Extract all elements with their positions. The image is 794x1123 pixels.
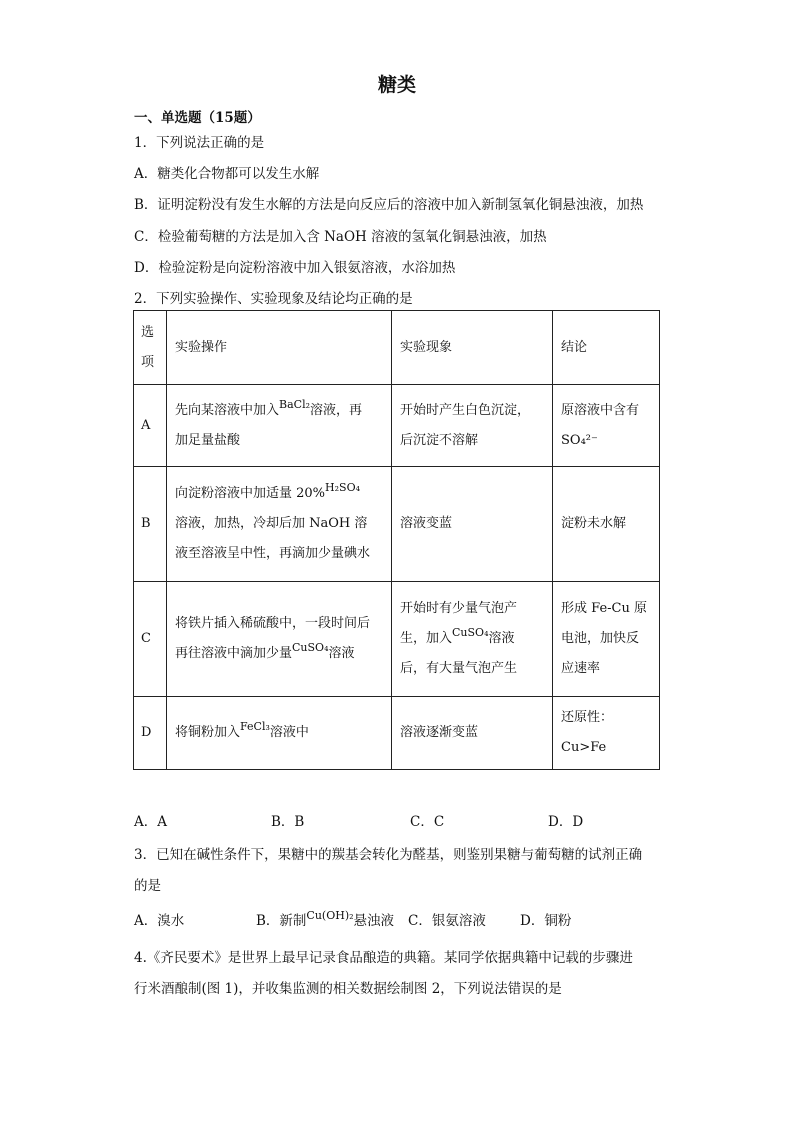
experiment-table bbox=[133, 310, 660, 770]
header-conclusion: 结论 bbox=[553, 311, 660, 385]
q1-option-c: C．检验葡萄糖的方法是加入含 NaOH 溶液的氢氧化铜悬浊液，加热 bbox=[134, 229, 547, 245]
operation-line bbox=[175, 639, 383, 669]
q3-option-d: D．铜粉 bbox=[520, 913, 572, 929]
chem-formula: CuSO₄ bbox=[292, 641, 329, 654]
phenomenon-line: 后，有大量气泡产生 bbox=[400, 661, 518, 676]
section-heading: 一、单选题（15题） bbox=[134, 110, 261, 126]
header-option bbox=[134, 311, 167, 385]
table-row bbox=[134, 697, 660, 770]
operation-text: 溶液中 bbox=[269, 725, 309, 740]
chem-formula: CuSO₄ bbox=[452, 626, 489, 639]
q2-stem: 2．下列实验操作、实验现象及结论均正确的是 bbox=[134, 291, 413, 307]
operation-text: 再往溶液中滴加少量 bbox=[175, 646, 293, 661]
header-option-line1: 选 bbox=[141, 324, 155, 340]
operation-text: 溶液，再 bbox=[310, 402, 363, 418]
q2-answer-d: D．D bbox=[548, 814, 584, 830]
header-phenomenon: 实验现象 bbox=[392, 311, 553, 385]
q1-option-d: D．检验淀粉是向淀粉溶液中加入银氨溶液，水浴加热 bbox=[134, 260, 456, 276]
q1-option-b: B．证明淀粉没有发生水解的方法是向反应后的溶液中加入新制氢氧化铜悬浊液，加热 bbox=[134, 197, 644, 213]
q3-stem-line2: 的是 bbox=[134, 878, 161, 894]
row-option: A bbox=[134, 385, 167, 467]
row-option: B bbox=[134, 467, 167, 582]
q3-option-b-text: 悬浊液 bbox=[353, 913, 395, 929]
operation-text: 将铜粉加入 bbox=[175, 725, 241, 740]
conclusion-line: 应速率 bbox=[561, 661, 601, 676]
row-operation bbox=[167, 467, 392, 582]
q2-answer-b: B．B bbox=[271, 814, 305, 830]
operation-text: 溶液 bbox=[328, 646, 355, 661]
chem-formula: H₂SO₄ bbox=[325, 481, 360, 494]
header-option-line2: 项 bbox=[141, 354, 155, 370]
row-phenomenon: 溶液变蓝 bbox=[392, 467, 553, 582]
q3-option-c: C．银氨溶液 bbox=[408, 913, 486, 929]
operation-line: 溶液，加热，冷却后加 NaOH 溶 bbox=[175, 516, 368, 531]
row-operation bbox=[167, 582, 392, 697]
conclusion-line: Cu>Fe bbox=[561, 740, 607, 755]
q1-stem: 1．下列说法正确的是 bbox=[134, 135, 265, 151]
q3-options bbox=[134, 909, 660, 929]
q4-stem-line2: 行米酒酿制(图 1)，并收集监测的相关数据绘制图 2，下列说法错误的是 bbox=[134, 981, 562, 997]
q2-answer-a: A．A bbox=[134, 814, 167, 830]
q3-option-a: A．溴水 bbox=[134, 913, 185, 929]
conclusion-line: 电池，加快反 bbox=[561, 631, 640, 646]
row-conclusion bbox=[553, 385, 660, 467]
chem-formula: BaCl₂ bbox=[279, 397, 311, 411]
q3-stem-line1: 3．已知在碱性条件下，果糖中的羰基会转化为醛基，则鉴别果糖与葡萄糖的试剂正确 bbox=[134, 847, 643, 863]
q2-answer-c: C．C bbox=[410, 814, 445, 830]
phenomenon-text: 溶液 bbox=[488, 631, 515, 646]
operation-text: 向淀粉溶液中加适量 20% bbox=[175, 486, 326, 501]
phenomenon-line: 后沉淀不溶解 bbox=[400, 432, 479, 448]
table-header-row bbox=[134, 311, 660, 385]
operation-line bbox=[175, 396, 383, 426]
q3-option-b-text: B．新制 bbox=[256, 913, 307, 929]
row-phenomenon: 溶液逐渐变蓝 bbox=[392, 697, 553, 770]
conclusion-line: SO₄²⁻ bbox=[561, 432, 598, 448]
table-row bbox=[134, 467, 660, 582]
row-phenomenon bbox=[392, 385, 553, 467]
table-row bbox=[134, 582, 660, 697]
row-operation bbox=[167, 385, 392, 467]
phenomenon-line: 开始时有少量气泡产 bbox=[400, 601, 518, 616]
row-option: C bbox=[134, 582, 167, 697]
operation-line: 将铁片插入稀硫酸中，一段时间后 bbox=[175, 616, 371, 631]
page-title: 糖类 bbox=[377, 74, 416, 96]
conclusion-line: 还原性： bbox=[561, 710, 614, 725]
q1-option-a: A．糖类化合物都可以发生水解 bbox=[134, 166, 320, 182]
phenomenon-text: 生，加入 bbox=[400, 631, 453, 646]
chem-formula: FeCl₃ bbox=[240, 720, 270, 733]
row-conclusion bbox=[553, 697, 660, 770]
q3-option-b bbox=[256, 909, 394, 929]
q4-stem-line1: 4.《齐民要术》是世界上最早记录食品酿造的典籍。某同学依据典籍中记载的步骤进 bbox=[134, 950, 633, 966]
table-row bbox=[134, 385, 660, 467]
row-phenomenon bbox=[392, 582, 553, 697]
phenomenon-line bbox=[400, 624, 544, 654]
operation-text: 先向某溶液中加入 bbox=[175, 402, 280, 418]
phenomenon-line: 开始时产生白色沉淀， bbox=[400, 402, 531, 418]
header-operation: 实验操作 bbox=[167, 311, 392, 385]
operation-line bbox=[175, 479, 383, 509]
conclusion-line: 原溶液中含有 bbox=[561, 402, 640, 418]
row-conclusion bbox=[553, 582, 660, 697]
conclusion-line: 形成 Fe-Cu 原 bbox=[561, 601, 647, 616]
row-conclusion: 淀粉未水解 bbox=[553, 467, 660, 582]
row-operation bbox=[167, 697, 392, 770]
operation-line: 液至溶液呈中性，再滴加少量碘水 bbox=[175, 546, 371, 561]
chem-formula: Cu(OH)₂ bbox=[306, 909, 354, 922]
operation-line: 加足量盐酸 bbox=[175, 432, 241, 448]
row-option: D bbox=[134, 697, 167, 770]
